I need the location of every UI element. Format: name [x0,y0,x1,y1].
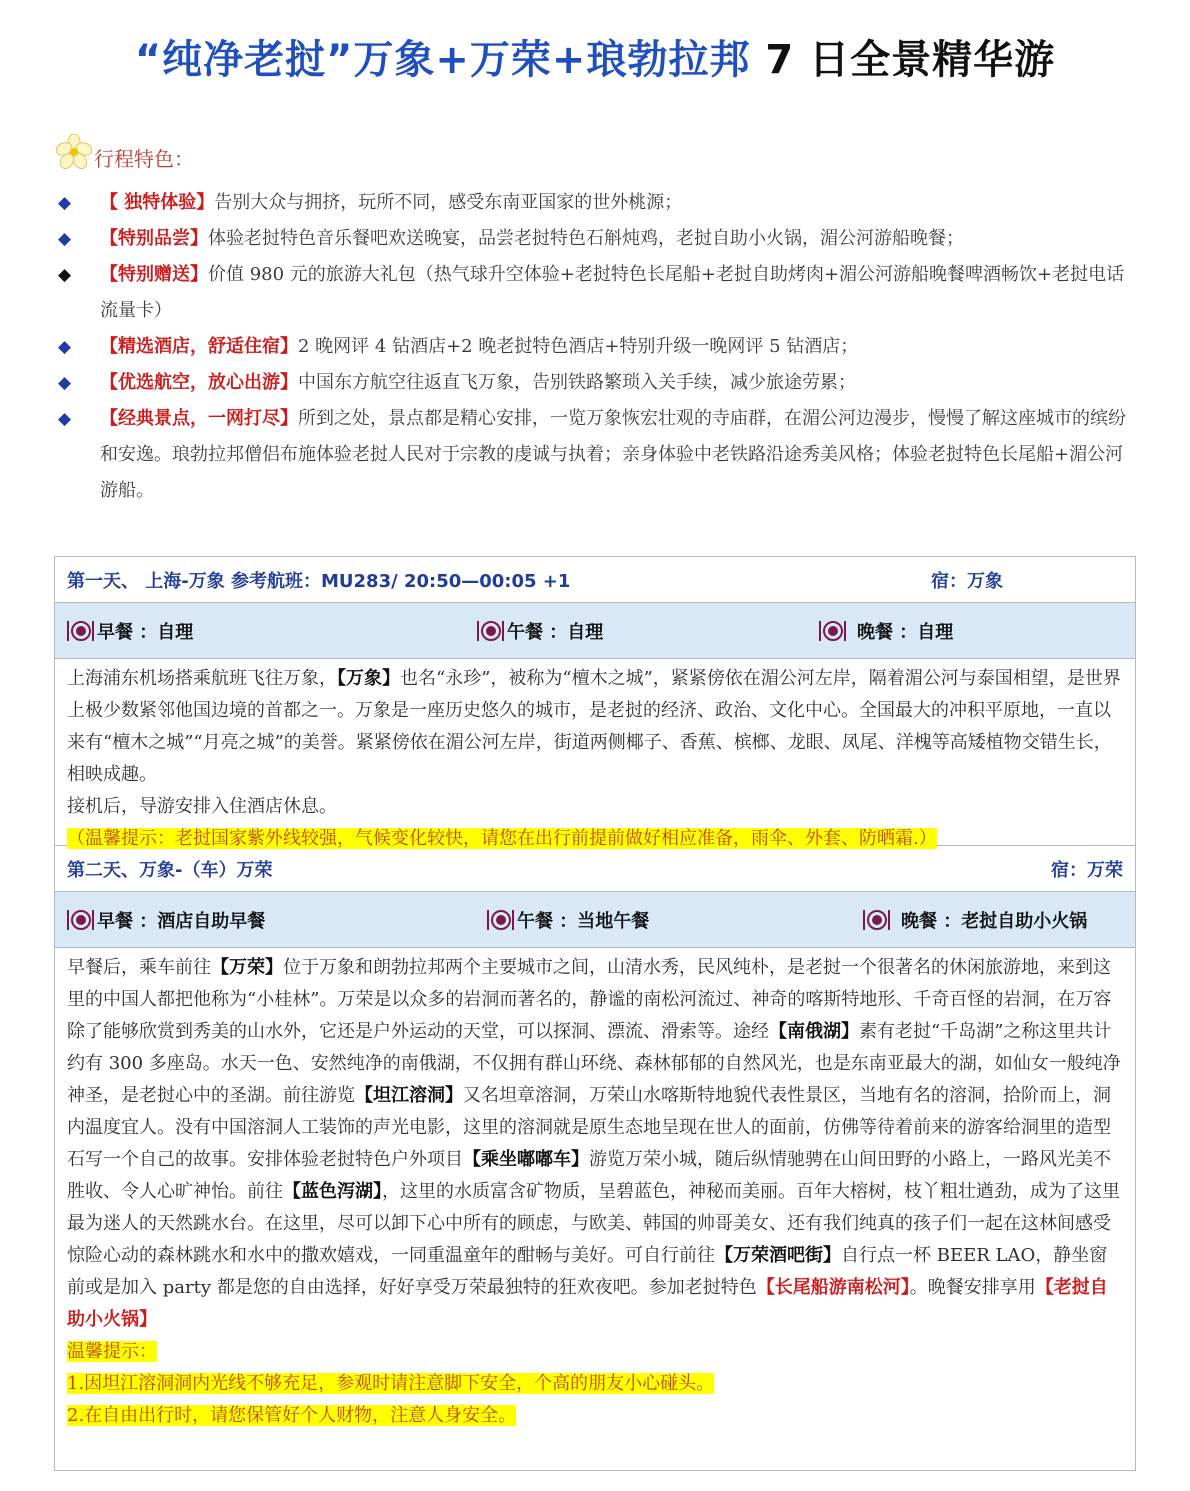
text: 又名坦章溶洞，万荣山水喀斯特地貌代表性景区，当地有名的溶洞，拾阶而上，洞内温度宜人。没有中国溶洞人工装饰的声光电影，这里的溶洞就是原生态地呈现在世人的面前，仿佛等待着前来的游客给洞里的造型石写一个自己的故事。安排体验老挝特色户外项目 [67,1085,1111,1170]
diamond-bullet-icon: ◆ [58,229,72,249]
diamond-bullet-icon: ◆ [58,409,72,429]
diamond-bullet-icon: ◆ [58,193,72,213]
itinerary-table [54,556,1136,1471]
day1-tip: （温馨提示：老挝国家紫外线较强，气候变化较快，请您在出行前提前做好相应准备，雨伞、外套、防晒霜.） [67,828,937,849]
dining-plate-icon [65,618,95,644]
keyword: 【坦江溶洞】 [355,1085,463,1106]
day2-paragraph [67,952,1123,1336]
day2-tip-title: 温馨提示： [67,1341,157,1362]
diamond-bullet-icon: ◆ [58,373,72,393]
keyword: 【万荣】 [211,957,283,978]
text: ，这里的水质富含矿物质，呈碧蓝色，神秘而美丽。百年大榕树，枝丫粗壮遒劲，成为了这里最为迷人的天然跳水台。在这里，尽可以卸下心中所有的顾虑，与欧美、韩国的帅哥美女、还有我们纯真的孩子们一起在这林间感受惊险心动的森林跳水和水中的撒欢嬉戏，一同重温童年的酣畅与美好。可自行前往 [67,1181,1120,1266]
text: 上海浦东机场搭乘航班飞往万象， [67,668,337,689]
breakfast-label: 早餐 ：酒店自助早餐 [97,910,266,932]
day1-title: 第一天、 上海-万象 参考航班：MU283/ 20:50—00:05 +1 [67,570,571,592]
text: 早餐后，乘车前往 [67,957,211,978]
keyword: 【万象】 [337,668,400,689]
features-list [58,185,1140,509]
text: 游览万荣小城，随后纵情驰骋在山间田野的小路上，一路风光美不胜收、令人心旷神怡。前往 [67,1149,1111,1202]
dining-plate-icon [65,907,95,933]
feature-label: 【经典景点，一网打尽】 [100,408,298,429]
day1-description [55,659,1135,849]
feature-text: 中国东方航空往返直飞万象，告别铁路繁琐入关手续，减少旅途劳累； [298,372,856,393]
flower-icon [56,134,92,170]
day1-paragraph: 接机后，导游安排入住酒店休息。 [67,796,337,817]
day2-meals [55,892,1135,948]
title-main: “纯净老挝”万象+万荣+琅勃拉邦 [134,37,751,83]
feature-item [58,221,1140,257]
keyword: 【万荣酒吧街】 [715,1245,841,1266]
feature-label: 【优选航空，放心出游】 [100,372,298,393]
dinner-label: 晚餐 ：自理 [857,621,954,643]
day1-stay: 宿：万象 [931,570,1003,592]
day1-meals [55,603,1135,659]
day1-dinner [817,618,953,644]
feature-label: 【 独特体验】 [100,192,215,213]
dining-plate-icon [817,618,847,644]
feature-label: 【精选酒店，舒适住宿】 [100,336,298,357]
feature-text: 所到之处，景点都是精心安排，一览万象恢宏壮观的寺庙群，在湄公河边漫步，慢慢了解这座城市的缤纷和安逸。琅勃拉邦僧侣布施体验老挝人民对于宗教的虔诚与执着；亲身体验中老铁路沿途秀美风格；体验老挝特色长尾船+湄公河游船。 [100,408,1126,501]
dining-plate-icon [475,618,505,644]
feature-label: 【特别品尝】 [100,228,208,249]
feature-item [58,257,1140,329]
day2-tip-2: 2.在自由出行时，请您保管好个人财物，注意人身安全。 [67,1405,517,1426]
day2-breakfast [65,907,265,933]
day2-tip-1: 1.因坦江溶洞洞内光线不够充足，参观时请注意脚下安全，个高的朋友小心碰头。 [67,1373,715,1394]
feature-text: 告别大众与拥挤，玩所不同，感受东南亚国家的世外桃源； [214,192,683,213]
day2-stay: 宿：万荣 [1051,859,1123,881]
day2-lunch [485,907,649,933]
diamond-bullet-icon: ◆ [58,265,72,285]
feature-item [58,329,1140,365]
keyword: 【蓝色泻湖】 [283,1181,382,1202]
feature-item [58,401,1140,509]
dinner-label: 晚餐 ：老挝自助小火锅 [901,910,1088,932]
feature-text: 2 晚网评 4 钻酒店+2 晚老挝特色酒店+特别升级一晚网评 5 钻酒店； [298,336,859,357]
lunch-label: 午餐 ：自理 [507,621,604,643]
day1-lunch [475,618,603,644]
feature-item [58,365,1140,401]
day1-breakfast [65,618,193,644]
keyword: 【南俄湖】 [769,1021,859,1042]
text: 也名“永珍”，被称为“檀木之城”，紧紧傍依在湄公河左岸，隔着湄公河与泰国相望，是世界上极少数紧邻他国边境的首都之一。万象是一座历史悠久的城市，是老挝的经济、政治、文化中心。全国最大的冲积平原地，一直以来有“檀木之城”“月亮之城”的美誉。紧紧傍依在湄公河左岸，街道两侧椰子、香蕉、槟榔、龙眼、凤尾、洋槐等高矮植物交错生长，相映成趣。 [67,668,1121,785]
day1-header [55,557,1135,603]
dining-plate-icon [861,907,891,933]
keyword-red: 【长尾船游南松河】 [756,1277,910,1298]
day1-paragraph [67,663,1123,791]
keyword-red: 【老挝自助小火锅】 [67,1277,1108,1330]
lunch-label: 午餐 ：当地午餐 [517,910,650,932]
diamond-bullet-icon: ◆ [58,337,72,357]
text: 素有老挝“千岛湖”之称这里共计约有 300 多座岛。水天一色、安然纯净的南俄湖，不仅拥有群山环绕、森林郁郁的自然风光，也是东南亚最大的湖，如仙女一般纯净神圣，是老挝心中的圣湖。前往游览 [67,1021,1121,1106]
text: 。晚餐安排享用 [909,1277,1036,1298]
day2-title: 第二天、万象-（车）万荣 [67,859,273,881]
feature-item [58,185,1140,221]
dining-plate-icon [485,907,515,933]
feature-label: 【特别赠送】 [100,264,208,285]
page-title [0,28,1190,85]
text: 位于万象和朗勃拉邦两个主要城市之间，山清水秀，民风纯朴，是老挝一个很著名的休闲旅游地，来到这里的中国人都把他称为“小桂林”。万荣是以众多的岩洞而著名的，静谧的南松河流过、神奇的喀斯特地形、千奇百怪的岩洞，在万容除了能够欣赏到秀美的山水外，它还是户外运动的天堂，可以探洞、漂流、滑索等。途经 [67,957,1112,1042]
text: 自行点一杯 BEER LAO，静坐窗前或是加入 party 都是您的自由选择，好好享受万荣最独特的狂欢夜吧。参加老挝特色 [67,1245,1108,1298]
title-suffix: 7 日全景精华游 [750,37,1056,83]
keyword: 【乘坐嘟嘟车】 [463,1149,589,1170]
day2-dinner [861,907,1087,933]
features-heading [56,132,194,172]
day2-description [55,948,1135,1432]
feature-text: 价值 980 元的旅游大礼包（热气球升空体验+老挝特色长尾船+老挝自助烤肉+湄公河游船晚餐啤酒畅饮+老挝电话流量卡） [100,264,1125,321]
feature-text: 体验老挝特色音乐餐吧欢送晚宴，品尝老挝特色石斛炖鸡，老挝自助小火锅，湄公河游船晚餐； [208,228,964,249]
breakfast-label: 早餐 ：自理 [97,621,194,643]
features-heading-label: 行程特色： [94,146,194,171]
